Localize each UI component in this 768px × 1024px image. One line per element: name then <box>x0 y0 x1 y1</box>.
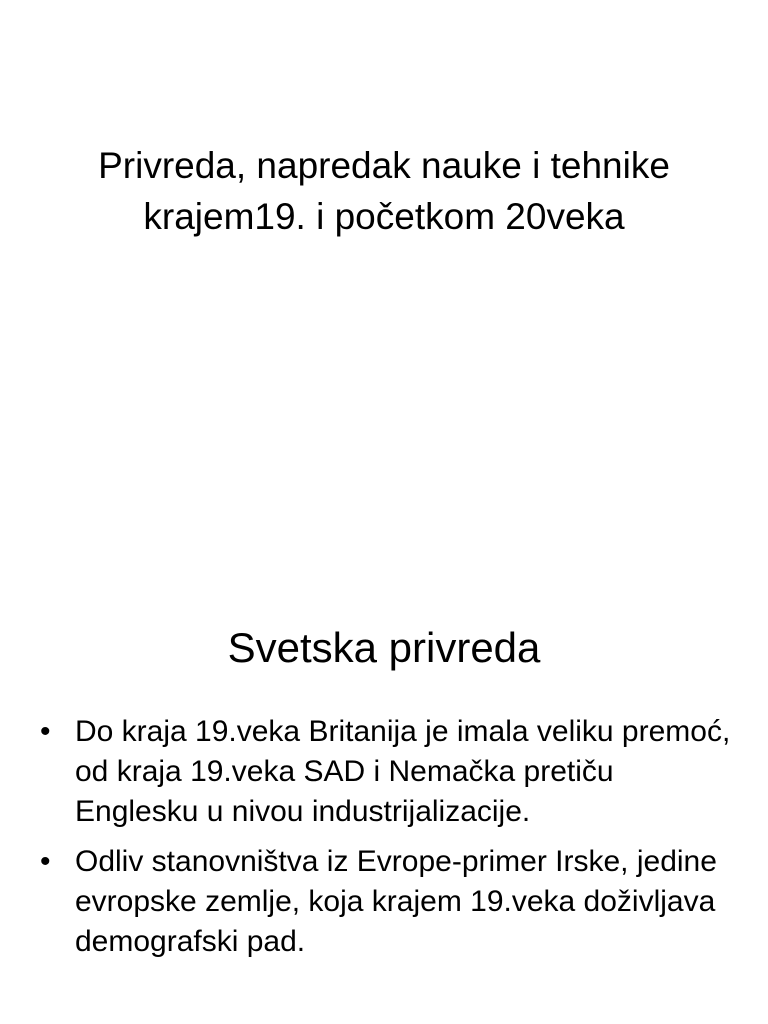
slide-title: Svetska privreda <box>227 624 541 671</box>
bullet-icon: • <box>40 715 51 748</box>
bullet-text: Odliv stanovništva iz Evrope-primer Irske, jedine evropske zemlje, koja krajem 19.veka doživljava demografski pad. <box>75 845 717 958</box>
bullet-item <box>40 842 740 962</box>
bullet-list <box>40 712 740 972</box>
bullet-icon: • <box>40 845 51 878</box>
bullet-text: Do kraja 19.veka Britanija je imala veliku premoć, od kraja 19.veka SAD i Nemačka pretiču Englesku u nivou industrijalizacije. <box>75 715 731 828</box>
bullet-item <box>40 712 740 832</box>
presentation-title: Privreda, napredak nauke i tehnike krajem19. i početkom 20veka <box>98 145 670 237</box>
content-slide <box>0 512 768 1024</box>
